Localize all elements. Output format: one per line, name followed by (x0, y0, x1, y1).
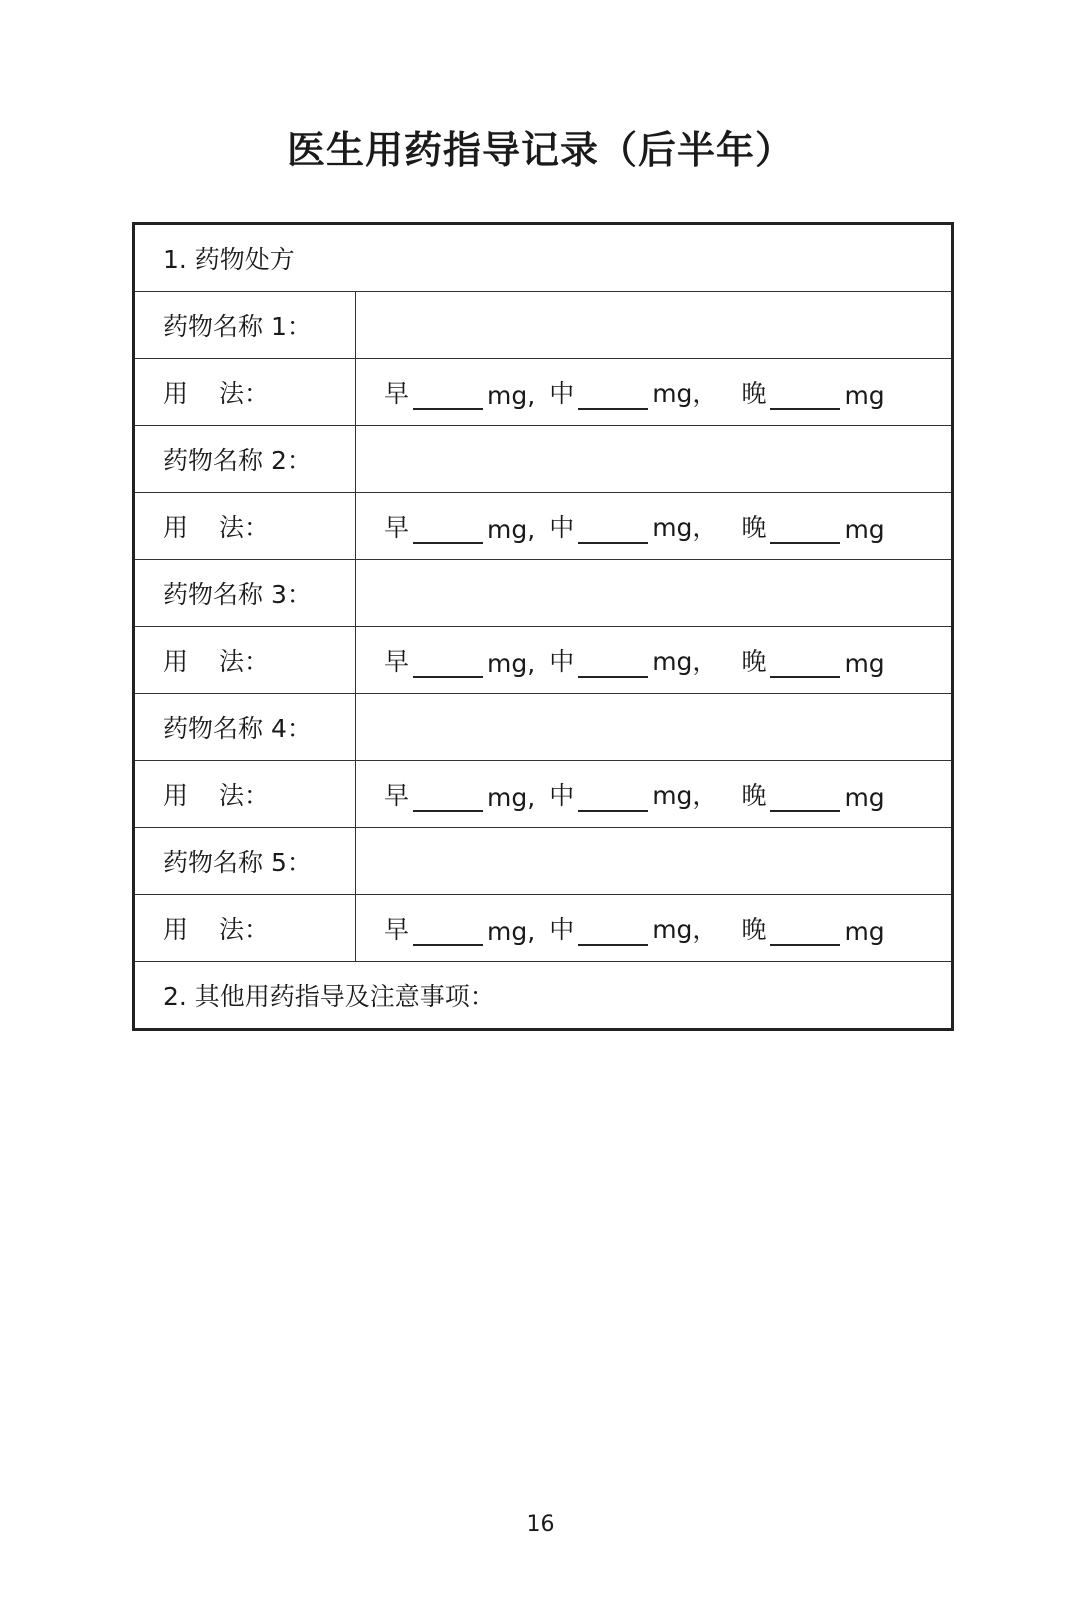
drug-name-text: 药物名称 2： (163, 446, 312, 475)
noon-label: 中 (549, 647, 575, 676)
noon-dose-blank[interactable] (578, 784, 648, 812)
usage-label-char1: 用 (163, 513, 189, 542)
noon-label: 中 (549, 513, 575, 542)
usage-row (134, 627, 953, 694)
section-notes-row (134, 962, 953, 1030)
drug-name-field[interactable] (356, 694, 953, 761)
unit-mg: mg， (652, 379, 718, 408)
noon-dose-blank[interactable] (578, 918, 648, 946)
unit-mg: mg, (487, 783, 536, 812)
section-header-row (134, 224, 953, 292)
drug-name-field[interactable] (356, 292, 953, 359)
morning-label: 早 (384, 915, 410, 944)
morning-dose-blank[interactable] (413, 516, 483, 544)
usage-label (134, 761, 356, 828)
noon-label: 中 (549, 379, 575, 408)
drug-name-row (134, 292, 953, 359)
morning-label: 早 (384, 513, 410, 542)
morning-label: 早 (384, 647, 410, 676)
evening-dose-blank[interactable] (770, 918, 840, 946)
drug-name-row (134, 694, 953, 761)
drug-name-label (134, 694, 356, 761)
usage-label-char2: 法： (219, 915, 270, 944)
page-number: 16 (526, 1512, 555, 1537)
drug-name-label (134, 828, 356, 895)
morning-label: 早 (384, 379, 410, 408)
noon-dose-blank[interactable] (578, 650, 648, 678)
evening-label: 晚 (741, 915, 767, 944)
usage-label (134, 493, 356, 560)
usage-row (134, 359, 953, 426)
usage-row (134, 493, 953, 560)
unit-mg: mg (844, 515, 885, 544)
usage-label-char1: 用 (163, 781, 189, 810)
noon-label: 中 (549, 781, 575, 810)
usage-label-char2: 法： (219, 781, 270, 810)
drug-name-label (134, 560, 356, 627)
evening-label: 晚 (741, 513, 767, 542)
morning-dose-blank[interactable] (413, 650, 483, 678)
usage-label-char1: 用 (163, 379, 189, 408)
drug-name-text: 药物名称 1： (163, 312, 312, 341)
drug-name-row (134, 828, 953, 895)
noon-dose-blank[interactable] (578, 516, 648, 544)
medication-record-table (132, 222, 954, 1031)
evening-dose-blank[interactable] (770, 784, 840, 812)
usage-label (134, 627, 356, 694)
section-notes-heading: 2. 其他用药指导及注意事项： (134, 962, 953, 1030)
unit-mg: mg (844, 649, 885, 678)
drug-name-field[interactable] (356, 560, 953, 627)
evening-label: 晚 (741, 781, 767, 810)
unit-mg: mg， (652, 781, 718, 810)
drug-name-label (134, 292, 356, 359)
noon-dose-blank[interactable] (578, 382, 648, 410)
drug-name-text: 药物名称 3： (163, 580, 312, 609)
evening-dose-blank[interactable] (770, 650, 840, 678)
unit-mg: mg (844, 917, 885, 946)
drug-name-row (134, 426, 953, 493)
usage-dose-field (356, 627, 953, 694)
evening-dose-blank[interactable] (770, 382, 840, 410)
usage-dose-field (356, 761, 953, 828)
morning-dose-blank[interactable] (413, 784, 483, 812)
drug-name-field[interactable] (356, 426, 953, 493)
drug-name-text: 药物名称 4： (163, 714, 312, 743)
usage-label-char2: 法： (219, 379, 270, 408)
usage-dose-field (356, 359, 953, 426)
usage-label (134, 895, 356, 962)
drug-name-field[interactable] (356, 828, 953, 895)
morning-dose-blank[interactable] (413, 382, 483, 410)
usage-dose-field (356, 493, 953, 560)
unit-mg: mg, (487, 917, 536, 946)
unit-mg: mg (844, 381, 885, 410)
usage-label-char2: 法： (219, 647, 270, 676)
evening-dose-blank[interactable] (770, 516, 840, 544)
noon-label: 中 (549, 915, 575, 944)
unit-mg: mg, (487, 649, 536, 678)
usage-label-char1: 用 (163, 647, 189, 676)
usage-label-char1: 用 (163, 915, 189, 944)
morning-dose-blank[interactable] (413, 918, 483, 946)
evening-label: 晚 (741, 379, 767, 408)
drug-name-text: 药物名称 5： (163, 848, 312, 877)
drug-name-row (134, 560, 953, 627)
usage-label-char2: 法： (219, 513, 270, 542)
usage-row (134, 895, 953, 962)
section-prescription-heading: 1. 药物处方 (134, 224, 953, 292)
drug-rows (134, 292, 953, 962)
unit-mg: mg, (487, 381, 536, 410)
usage-label (134, 359, 356, 426)
drug-name-label (134, 426, 356, 493)
unit-mg: mg, (487, 515, 536, 544)
morning-label: 早 (384, 781, 410, 810)
unit-mg: mg (844, 783, 885, 812)
evening-label: 晚 (741, 647, 767, 676)
unit-mg: mg， (652, 647, 718, 676)
page-title: 医生用药指导记录（后半年） (286, 128, 794, 172)
unit-mg: mg， (652, 513, 718, 542)
usage-dose-field (356, 895, 953, 962)
usage-row (134, 761, 953, 828)
unit-mg: mg， (652, 915, 718, 944)
